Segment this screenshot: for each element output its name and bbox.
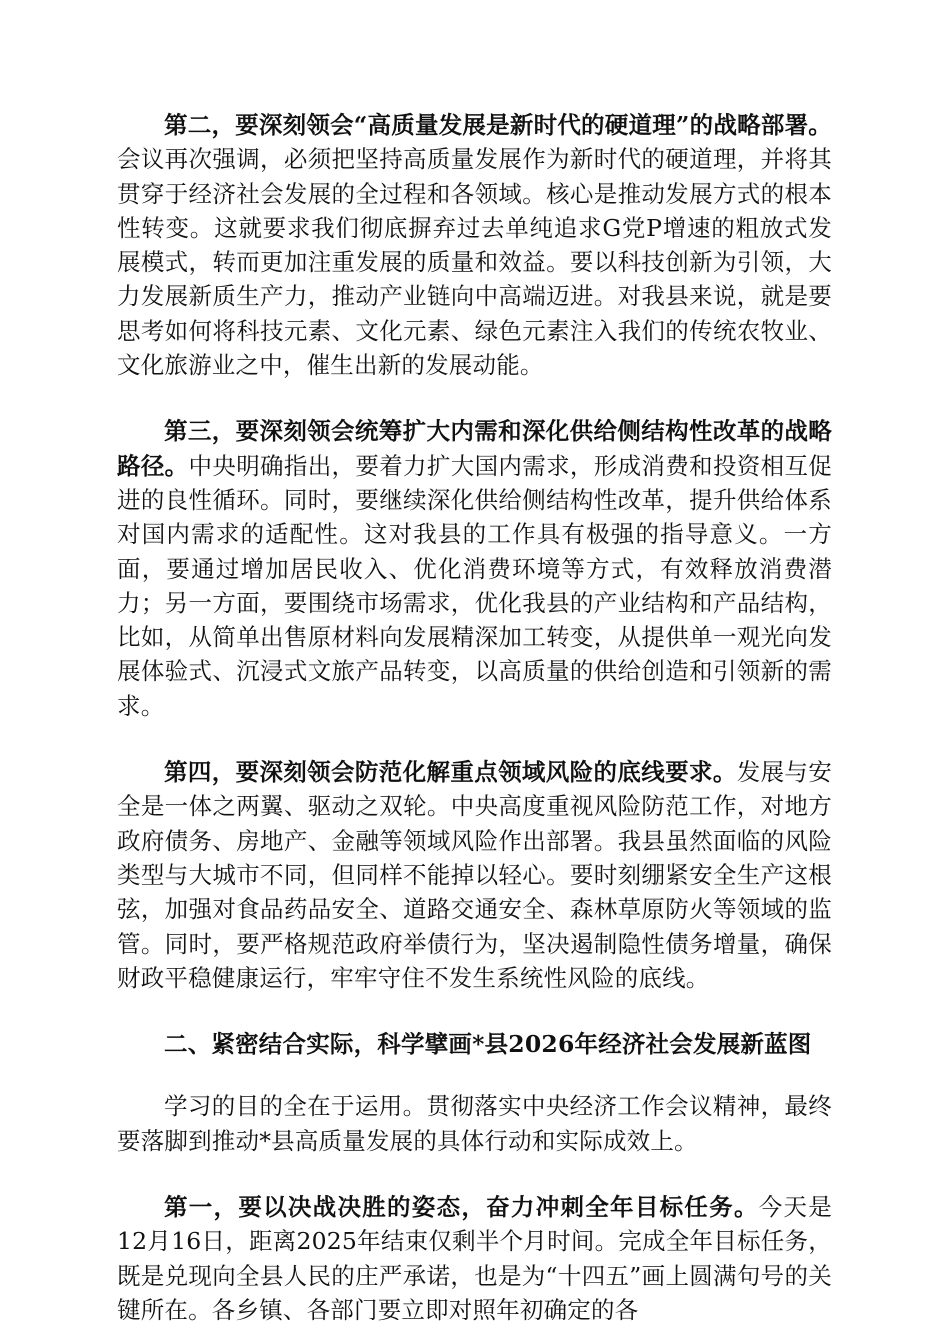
paragraph-first-lead: 第一，要以决战决胜的姿态，奋力冲刺全年目标任务。 <box>164 1193 759 1222</box>
paragraph-first <box>117 1190 832 1327</box>
paragraph-third <box>117 414 832 723</box>
section-intro: 学习的目的全在于运用。贯彻落实中央经济工作会议精神，最终要落脚到推动*县高质量发展的具体行动和实际成效上。 <box>117 1092 832 1155</box>
paragraph-second-lead: 第二，要深刻领会“高质量发展是新时代的硬道理”的战略部署。 <box>164 111 832 139</box>
paragraph-second-body: 会议再次强调，必须把坚持高质量发展作为新时代的硬道理，并将其贯穿于经济社会发展的全过程和各领域。核心是推动发展方式的根本性转变。这就要求我们彻底摒弃过去单纯追求G党P增速的粗放式发展模式，转而更加注重发展的质量和效益。要以科技创新为引领，大力发展新质生产力，推动产业链向中高端迈进。对我县来说，就是要思考如何将科技元素、文化元素、绿色元素注入我们的传统农牧业、文化旅游业之中，催生出新的发展动能。 <box>117 145 832 380</box>
paragraph-fourth-body: 发展与安全是一体之两翼、驱动之双轮。中央高度重视风险防范工作，对地方政府债务、房地产、金融等领域风险作出部署。我县虽然面临的风险类型与大城市不同，但同样不能掉以轻心。要时刻绷紧安全生产这根弦，加强对食品药品安全、道路交通安全、森林草原防火等领域的监管。同时，要严格规范政府举债行为，坚决遏制隐性债务增量，确保财政平稳健康运行，牢牢守住不发生系统性风险的底线。 <box>117 758 832 992</box>
paragraph-third-body: 中央明确指出，要着力扩大国内需求，形成消费和投资相互促进的良性循环。同时，要继续深化供给侧结构性改革，提升供给体系对国内需求的适配性。这对我县的工作具有极强的指导意义。一方面，要通过增加居民收入、优化消费环境等方式，有效释放消费潜力；另一方面，要围绕市场需求，优化我县的产业结构和产品结构，比如，从简单出售原材料向发展精深加工转变，从提供单一观光向发展体验式、沉浸式文旅产品转变，以高质量的供给创造和引领新的需求。 <box>117 451 832 720</box>
section-heading: 二、紧密结合实际，科学擘画*县2026年经济社会发展新蓝图 <box>164 1030 812 1059</box>
paragraph-second <box>117 108 832 382</box>
paragraph-fourth <box>117 755 832 995</box>
paragraph-first-body: 今天是12月16日，距离2025年结束仅剩半个月时间。完成全年目标任务，既是兑现向全县人民的庄严承诺，也是为“十四五”画上圆满句号的关键所在。各乡镇、各部门要立即对照年初确定的各 <box>117 1193 832 1324</box>
document-page <box>117 108 832 1327</box>
paragraph-third-lead: 第三，要深刻领会统筹扩大内需和深化供给侧结构性改革的战略路径。 <box>117 417 832 480</box>
paragraph-fourth-lead: 第四，要深刻领会防范化解重点领域风险的底线要求。 <box>164 758 737 787</box>
